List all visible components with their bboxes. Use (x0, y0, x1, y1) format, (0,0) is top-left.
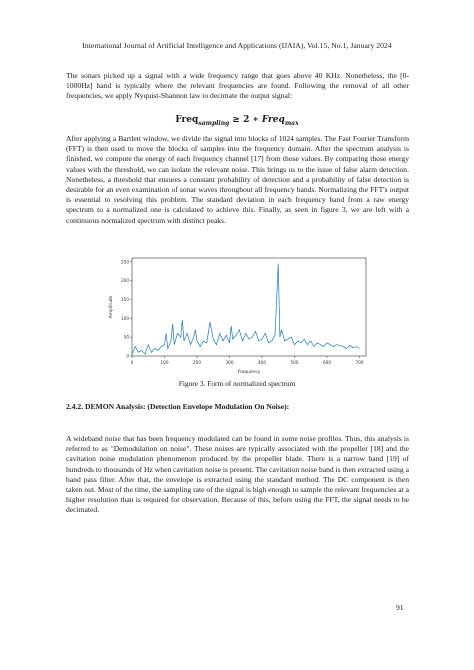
paragraph-intro: The sonars picked up a signal with a wide frequency range that goes above 40 KHz. Nonetheless, the [0-1000Hz] band is typically where the relevant frequencies are found. Following the removal of all other frequencies, we apply Nyquist-Shannon law to decimate the output signal: (66, 71, 409, 101)
x-tick-label: 600 (323, 360, 331, 365)
paragraph-fft: After applying a Bartlett window, we divide the signal into blocks of 1024 samples. The Fast Fourier Transform (FFT) is then used to move the blocks of samples into the frequency domain. After the spectrum analysis is finished, we compute the energy of each frequency channel [17] from those values. By comparing those energy values with the threshold, we can isolate the relevant noise. This brings us to the issue of false alarm detection. Nonetheless, a threshold that ensures a constant probability of detection and a probability of false detection is desirable for an even examination of sonar waves throughout all frequency bands. Normalizing the FFT's output is essential to resolving this problem. The standard deviation in each frequency band from a raw energy spectrum to a normalized one is calculated to achieve this. Finally, as seen in figure 3, we are left with a continuous normalized spectrum with distinct peaks. (66, 134, 409, 225)
x-tick-label: 0 (130, 360, 134, 365)
y-tick-label: 250 (121, 259, 129, 265)
spectrum-chart-svg (104, 252, 374, 376)
y-tick-label: 200 (121, 278, 129, 284)
spectrum-series-line (132, 264, 360, 354)
formula-operator: ≥ 2 ∗ (229, 115, 262, 125)
formula-rhs-sub: max (284, 119, 299, 127)
formula-rhs: Freq (261, 115, 285, 125)
y-tick-label: 150 (121, 296, 129, 302)
x-tick-label: 300 (225, 360, 234, 365)
x-tick-label: 500 (290, 360, 299, 365)
page-number: 91 (396, 603, 404, 612)
x-axis-label: Frequency (237, 370, 261, 375)
y-tick-label: 100 (121, 315, 129, 321)
y-axis-label: Amplitude (109, 295, 114, 319)
paragraph-demon: A wideband noise that has been frequency modulated can be found in some noise profiles. Thus, this analysis is referred to as "Demodulation on noise". These noises are typically associated with the propeller [18] and the cavitation noise modulation phenomenon produced by the propeller blade. There is a narrow band [19] of hundreds to thousands of Hz when cavitation noise is present. The cavitation noise band is then extracted using a band pass filter. After that, the envelope is extracted using the standard method. The DC component is then taken out. Most of the time, the sampling rate of the signal is high enough to sample the relevant frequencies at a higher resolution than is required for observation. Because of this, before using the FFT, the signal needs to be decimated. (66, 434, 409, 515)
x-tick-label: 100 (160, 360, 169, 365)
x-tick-label: 200 (193, 360, 201, 365)
formula-lhs-sub: sampling (198, 119, 230, 127)
x-tick-label: 400 (258, 360, 266, 365)
sampling-formula (0, 115, 474, 127)
y-tick-label: 50 (123, 334, 129, 340)
y-tick-label: 0 (126, 353, 129, 359)
figure-caption: Figure 3. Form of normalized spectrum (178, 379, 296, 388)
spectrum-chart (104, 252, 374, 376)
journal-header: International Journal of Artificial Intelligence and Applications (IJAIA), Vol.15, No.1, January 2024 (82, 41, 392, 50)
x-tick-label: 700 (355, 360, 364, 365)
section-heading: 2.4.2. DEMON Analysis: (Detection Envelope Modulation On Noise): (66, 402, 290, 411)
formula-lhs: Freq (175, 115, 199, 125)
